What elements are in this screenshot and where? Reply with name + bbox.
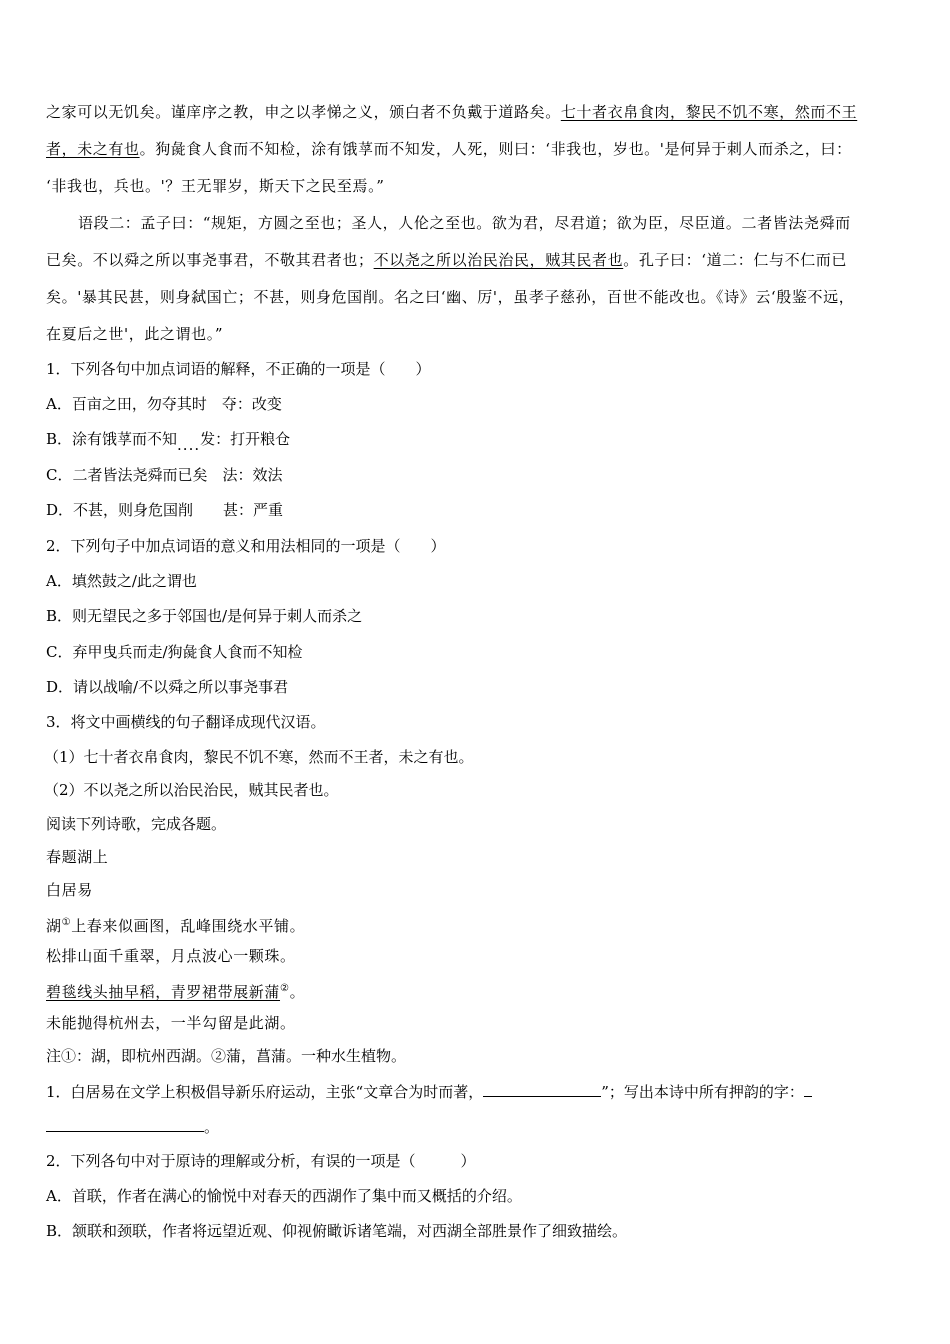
option-c: C．二者皆法尧舜而已矣 法：效法 xyxy=(46,466,283,484)
question-stem: 1．下列各句中加点词语的解释，不正确的一项是（ ） xyxy=(46,360,431,378)
translation-item: （2）不以尧之所以治民治民，贼其民者也。 xyxy=(44,781,339,799)
passage-text: 矣。'暴其民甚，则身弑国亡；不甚，则身危国削。名之曰‘幽、厉'，虽孝子慈孙，百世不能改也。《诗》云‘殷鉴不远， xyxy=(46,288,855,306)
passage-line xyxy=(46,102,857,122)
poem-text: 。 xyxy=(289,983,306,1001)
poem-line: 松排山面千重翠，月点波心一颗珠。 xyxy=(46,947,296,965)
passage-text: ‘非我也，兵也。'？王无罪岁，斯天下之民至焉。” xyxy=(46,177,385,195)
underlined-sentence: 七十者衣帛食肉，黎民不饥不寒，然而不王 xyxy=(560,103,858,121)
passage-line xyxy=(46,324,223,344)
option-b: B．颔联和颈联，作者将远望近观、仰视俯瞰诉诸笔端，对西湖全部胜景作了细致描绘。 xyxy=(46,1222,628,1240)
answer-blank[interactable] xyxy=(483,1082,601,1097)
underlined-poem-line: 碧毯线头抽早稻，青罗裙带展新蒲 xyxy=(46,983,281,1001)
passage-line xyxy=(46,287,854,307)
option-c: C．弃甲曳兵而走/狗彘食人食而不知检 xyxy=(46,643,303,661)
passage-text: 之家可以无饥矣。谨庠序之教，申之以孝悌之义，颁白者不负戴于道路矣。 xyxy=(46,103,561,121)
passage-text: 在夏后之世'，此之谓也。” xyxy=(46,325,224,343)
footnote-mark: ② xyxy=(280,983,290,994)
passage-line xyxy=(46,250,847,270)
passage-line xyxy=(46,139,852,159)
footnote-mark: ① xyxy=(61,917,72,928)
underlined-sentence: 不以尧之所以治民治民，贼其民者也 xyxy=(373,251,624,269)
passage-text: 。狗彘食人食而不知检，涂有饿莩而不知发，人死，则曰：‘非我也，岁也。'是何异于刺人而杀之，曰： xyxy=(139,140,852,158)
translation-item: （1）七十者衣帛食肉，黎民不饥不寒，然而不王者，未之有也。 xyxy=(44,748,474,766)
passage-text: 已矣。不以舜之所以事尧事君，不敬其君者也； xyxy=(46,251,374,269)
poem-title: 春题湖上 xyxy=(46,848,109,866)
question-stem: 2．下列句子中加点词语的意义和用法相同的一项是（ ） xyxy=(46,537,446,555)
poem-text: 上春来似画图，乱峰围绕水平铺。 xyxy=(71,917,306,935)
option-d: D．不甚，则身危国削 甚：严重 xyxy=(46,501,284,519)
option-text: 发：打开粮仓 xyxy=(200,430,291,448)
poem-line xyxy=(46,979,305,1002)
underlined-sentence: 者，未之有也 xyxy=(46,140,140,158)
emphasis-dots: .... xyxy=(177,436,201,454)
section-intro: 阅读下列诗歌，完成各题。 xyxy=(46,815,227,833)
option-a: A．百亩之田，勿夺其时 夺：改变 xyxy=(46,395,282,413)
poem-line xyxy=(46,913,305,936)
option-text: B．涂有饿莩而不知 xyxy=(46,430,178,448)
poem-author: 白居易 xyxy=(46,881,93,899)
question-stem xyxy=(46,1082,812,1102)
option-b xyxy=(46,429,291,454)
question-stem: 2．下列各句中对于原诗的理解或分析，有误的一项是（ ） xyxy=(46,1152,476,1170)
question-text: 。 xyxy=(204,1118,220,1136)
passage-text: 。孔子曰：‘道二：仁与不仁而已 xyxy=(623,251,847,269)
option-a: A．首联，作者在满心的愉悦中对春天的西湖作了集中而又概括的介绍。 xyxy=(46,1187,522,1205)
question-stem: 3．将文中画横线的句子翻译成现代汉语。 xyxy=(46,713,326,731)
option-a: A．填然鼓之/此之谓也 xyxy=(46,572,197,590)
passage-line xyxy=(78,213,851,233)
answer-line xyxy=(46,1117,219,1137)
poem-text: 湖 xyxy=(46,917,62,935)
answer-blank[interactable] xyxy=(46,1117,204,1132)
option-d: D．请以战喻/不以舜之所以事尧事君 xyxy=(46,678,289,696)
poem-line: 未能抛得杭州去，一半勾留是此湖。 xyxy=(46,1014,296,1032)
passage-text: 语段二：孟子曰：“规矩，方圆之至也；圣人，人伦之至也。欲为君，尽君道；欲为臣，尽臣道。二者皆法尧舜而 xyxy=(78,214,851,232)
poem-note: 注①：湖，即杭州西湖。②蒲，菖蒲。一种水生植物。 xyxy=(46,1047,407,1065)
question-text: 1．白居易在文学上积极倡导新乐府运动，主张“文章合为时而著， xyxy=(46,1083,484,1101)
option-b: B．则无望民之多于邻国也/是何异于刺人而杀之 xyxy=(46,607,363,625)
question-text: ”；写出本诗中所有押韵的字： xyxy=(601,1083,804,1101)
passage-line xyxy=(46,176,384,196)
answer-blank[interactable] xyxy=(804,1082,812,1097)
